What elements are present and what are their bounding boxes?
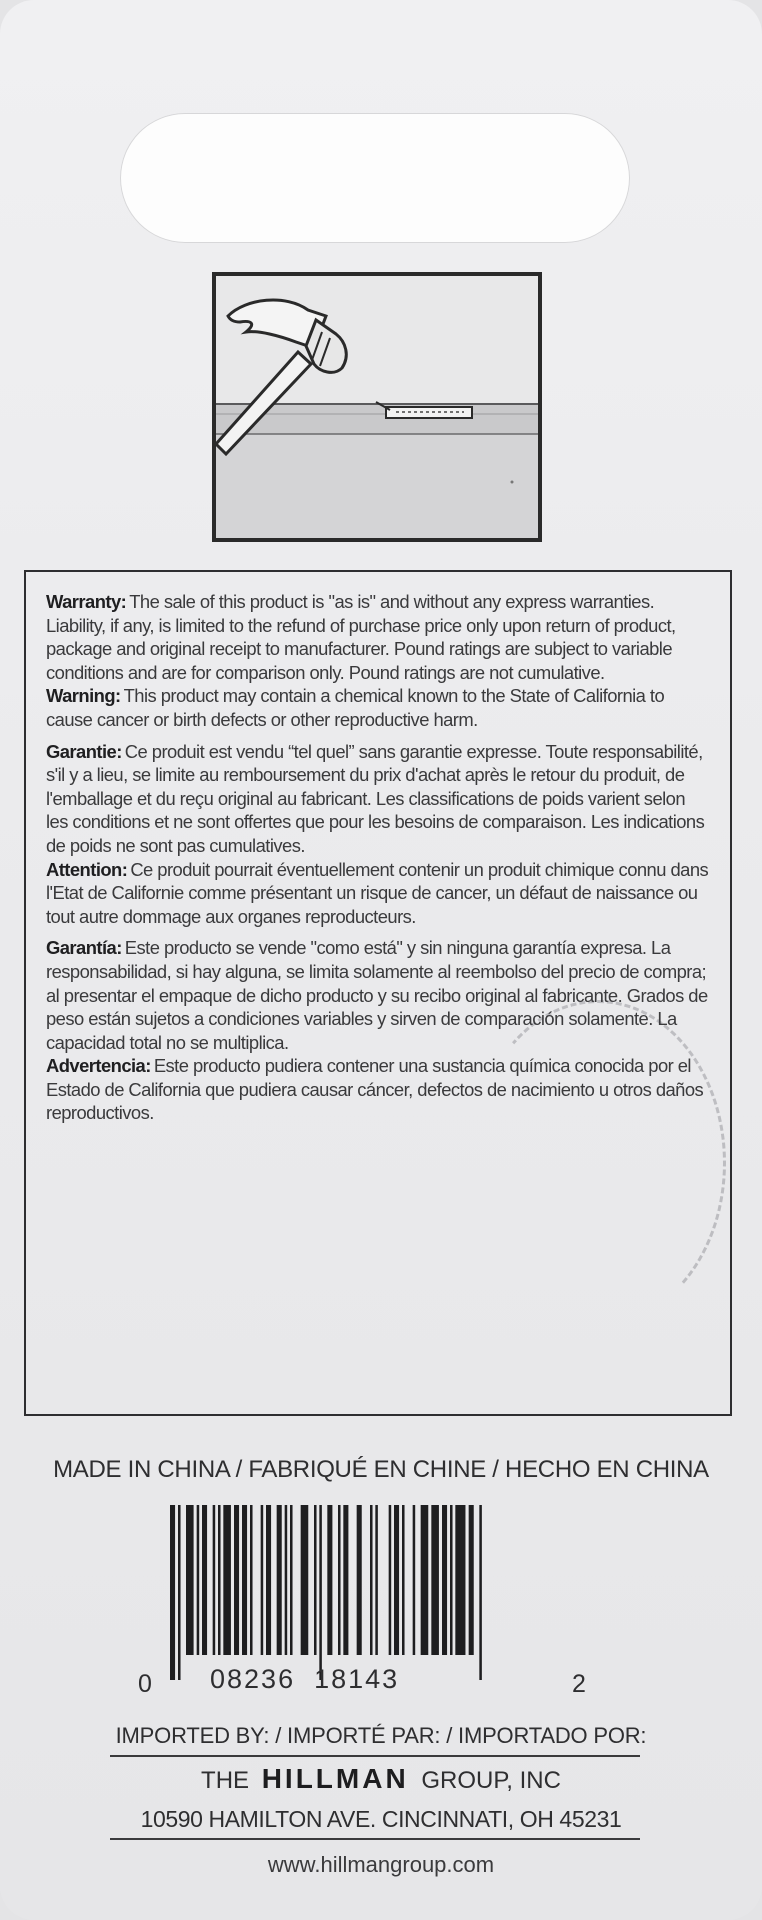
barcode-middle-text: 08236 18143: [210, 1664, 400, 1694]
warranty-en: [46, 590, 710, 684]
barcode-bar: [290, 1505, 293, 1655]
warranty-warning-box: [24, 570, 732, 1416]
barcode-bar: [338, 1505, 341, 1655]
barcode-bar: [213, 1505, 216, 1655]
hammer-illustration-icon: [216, 276, 538, 538]
barcode-bar: [178, 1505, 181, 1680]
company-address: 10590 HAMILTON AVE. CINCINNATI, OH 45231: [140, 1806, 622, 1832]
barcode-bar: [197, 1505, 200, 1655]
barcode-bar: [261, 1505, 264, 1655]
barcode-bar: [450, 1505, 453, 1655]
warning-en-label: Warning:: [46, 685, 121, 707]
barcode-bar: [402, 1505, 405, 1655]
divider-rule: [110, 1755, 640, 1757]
hammer-nailing-hanger-illustration: [212, 272, 542, 542]
barcode-bar: [421, 1505, 429, 1655]
website-link[interactable]: www.hillmangroup.com: [267, 1852, 495, 1877]
barcode-bar: [285, 1505, 288, 1655]
barcode-bar: [250, 1505, 253, 1655]
warning-es-label: Advertencia:: [46, 1055, 151, 1077]
barcode-bar: [479, 1505, 482, 1680]
barcode-bar: [413, 1505, 416, 1655]
warranty-es: [46, 936, 710, 1054]
barcode-bar: [469, 1505, 474, 1655]
barcode-bar: [327, 1505, 332, 1655]
company-brand-logo: HILLMAN: [261, 1763, 409, 1794]
warning-fr: [46, 858, 710, 929]
barcode-bar: [234, 1505, 239, 1655]
barcode-bar: [357, 1505, 362, 1655]
warranty-fr-label: Garantie:: [46, 740, 122, 762]
barcode-bar: [375, 1505, 378, 1655]
warning-es: [46, 1054, 710, 1125]
barcode-bar: [319, 1505, 322, 1680]
company-suffix: GROUP, INC: [421, 1767, 561, 1794]
warranty-es-label: Garantía:: [46, 937, 122, 959]
warranty-en-label: Warranty:: [46, 591, 127, 612]
barcode-bar: [370, 1505, 373, 1655]
barcode-bar: [442, 1505, 447, 1655]
warranty-fr-text: Ce produit est vendu “tel quel” sans garantie expresse. Toute responsabilité, s'il y a lieu, se limite au remboursement du prix d'achat après le retour du produit, de l'emballage et du reçu original au fabricant. Les classifications de poids varient selon les conditions et ne sont offertes que pour les besoins de comparaison. Les indications de poids ne sont pas cumulatives.: [46, 740, 705, 856]
barcode-bar: [301, 1505, 309, 1655]
divider-rule-2: [110, 1838, 640, 1840]
barcode-bar: [170, 1505, 175, 1680]
barcode-bar: [455, 1505, 465, 1655]
barcode-bar: [242, 1505, 247, 1655]
barcode-first-digit: 0: [138, 1670, 153, 1698]
barcode-bar: [218, 1505, 221, 1655]
barcode-bar: [277, 1505, 282, 1655]
barcode-bar: [389, 1505, 392, 1655]
warning-fr-text: Ce produit pourrait éventuellement contenir un produit chimique connu dans l'Etat de Californie comme présentant un risque de cancer, un défaut de naissance ou tout autre dommage aux organes reproducteurs.: [46, 858, 709, 927]
warranty-en-text: The sale of this product is "as is" and without any express warranties. Liability, if any, is limited to the refund of purchase price only upon return of product, package and original receipt to manufacturer. Pound ratings are subject to variable conditions and are for comparison only. Pound ratings are not cumulative.: [46, 591, 676, 683]
warning-en: [46, 684, 710, 731]
hang-hole: [120, 113, 630, 243]
barcode-bar: [343, 1505, 348, 1655]
warranty-es-text: Este producto se vende "como está" y sin ninguna garantía expresa. La responsabilidad, si hay alguna, se limita solamente al reembolso del precio de compra; al presentar el empaque de dicho producto y su recibo original al fabricante. Grados de peso están sujetos a condiciones variables y sirven de comparación solamente. La capacidad total no se multiplica.: [46, 937, 708, 1053]
barcode-bar: [394, 1505, 399, 1655]
warning-en-text: This product may contain a chemical known to the State of California to cause cancer or birth defects or other reproductive harm.: [46, 685, 665, 730]
barcode-middle-digits: [210, 1664, 399, 1695]
warranty-fr: [46, 740, 710, 858]
barcode-bar: [314, 1505, 317, 1655]
barcode-bar: [186, 1505, 194, 1655]
country-of-origin: MADE IN CHINA / FABRIQUÉ EN CHINE / HECHO EN CHINA: [53, 1456, 709, 1483]
barcode-last-digit: 2: [572, 1670, 587, 1698]
company-the: THE: [201, 1767, 250, 1794]
importer-label: IMPORTED BY: / IMPORTÉ PAR: / IMPORTADO POR:: [115, 1723, 647, 1748]
company-name: [0, 1763, 762, 1795]
barcode-bar: [202, 1505, 207, 1655]
barcode-bar: [266, 1505, 271, 1655]
warning-fr-label: Attention:: [46, 858, 128, 880]
barcode-bar: [431, 1505, 439, 1655]
upc-barcode-icon: [170, 1505, 570, 1680]
barcode-bar: [223, 1505, 231, 1655]
warning-es-text: Este producto pudiera contener una sustancia química conocida por el Estado de California que pudiera causar cáncer, defectos de nacimiento u otros daños reproductivos.: [46, 1055, 704, 1124]
